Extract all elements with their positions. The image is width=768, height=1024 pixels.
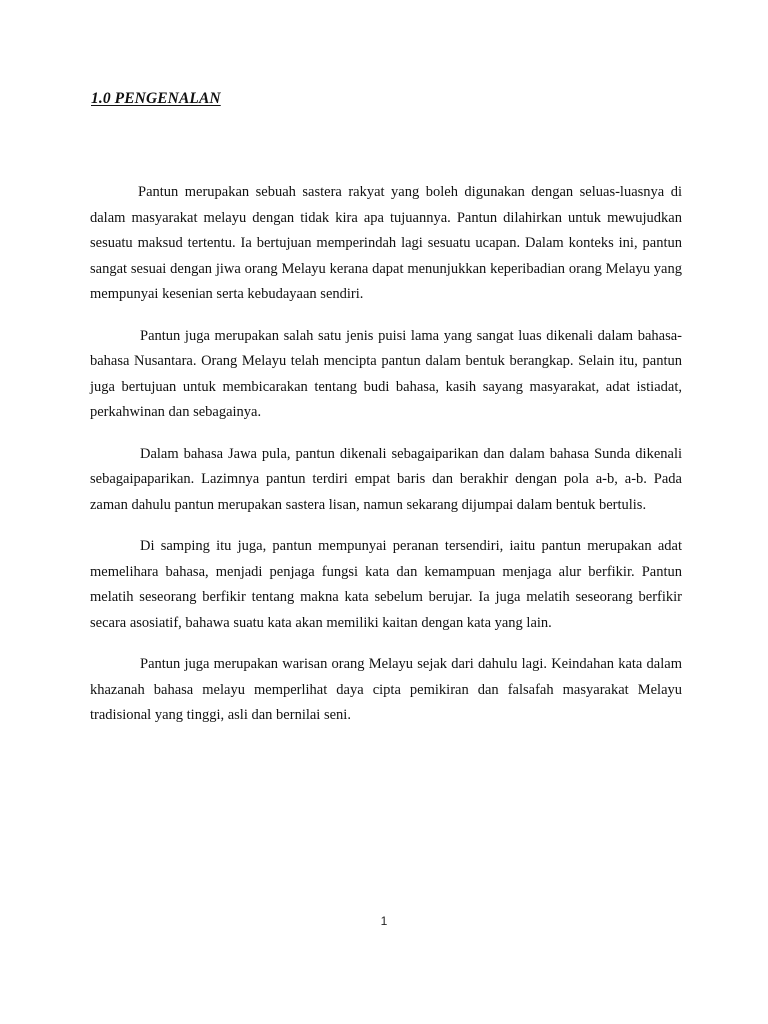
paragraph-3: Dalam bahasa Jawa pula, pantun dikenali sebagaiparikan dan dalam bahasa Sunda dikenali sebagaipaparikan. Lazimnya pantun terdiri empat baris dan berakhir dengan pola a-b, a-b. Pada zaman dahulu pantun merupakan sastera lisan, namun sekarang dijumpai dalam bentuk bertulis. (90, 445, 682, 513)
body-text (90, 180, 682, 745)
paragraph-4: Di samping itu juga, pantun mempunyai peranan tersendiri, iaitu pantun merupakan adat memelihara bahasa, menjadi penjaga fungsi kata dan kemampuan menjaga alur berfikir. Pantun melatih seseorang berfikir tentang makna kata sebelum berujar. Ia juga melatih seseorang berfikir secara asosiatif, bahawa suatu kata akan memiliki kaitan dengan kata yang lain. (90, 538, 682, 631)
page-number: 1 (380, 914, 388, 928)
paragraph-1: Pantun merupakan sebuah sastera rakyat yang boleh digunakan dengan seluas-luasnya di dalam masyarakat melayu dengan tidak kira apa tujuannya. Pantun dilahirkan untuk mewujudkan sesuatu maksud tertentu. Ia bertujuan memperindah lagi sesuatu ucapan. Dalam konteks ini, pantun sangat sesuai dengan jiwa orang Melayu kerana dapat menunjukkan keperibadian orang Melayu yang mempunyai kesenian serta kebudayaan sendiri. (90, 184, 682, 302)
paragraph-2: Pantun juga merupakan salah satu jenis puisi lama yang sangat luas dikenali dalam bahasa-bahasa Nusantara. Orang Melayu telah mencipta pantun dalam bentuk berangkap. Selain itu, pantun juga bertujuan untuk membicarakan tentang budi bahasa, kasih sayang masyarakat, adat istiadat, perkahwinan dan sebagainya. (90, 327, 682, 420)
paragraph-5: Pantun juga merupakan warisan orang Melayu sejak dari dahulu lagi. Keindahan kata dalam khazanah bahasa melayu memperlihat daya cipta pemikiran dan falsafah masyarakat Melayu tradisional yang tinggi, asli dan bernilai seni. (90, 656, 682, 723)
section-heading: 1.0 PENGENALAN (91, 90, 221, 107)
